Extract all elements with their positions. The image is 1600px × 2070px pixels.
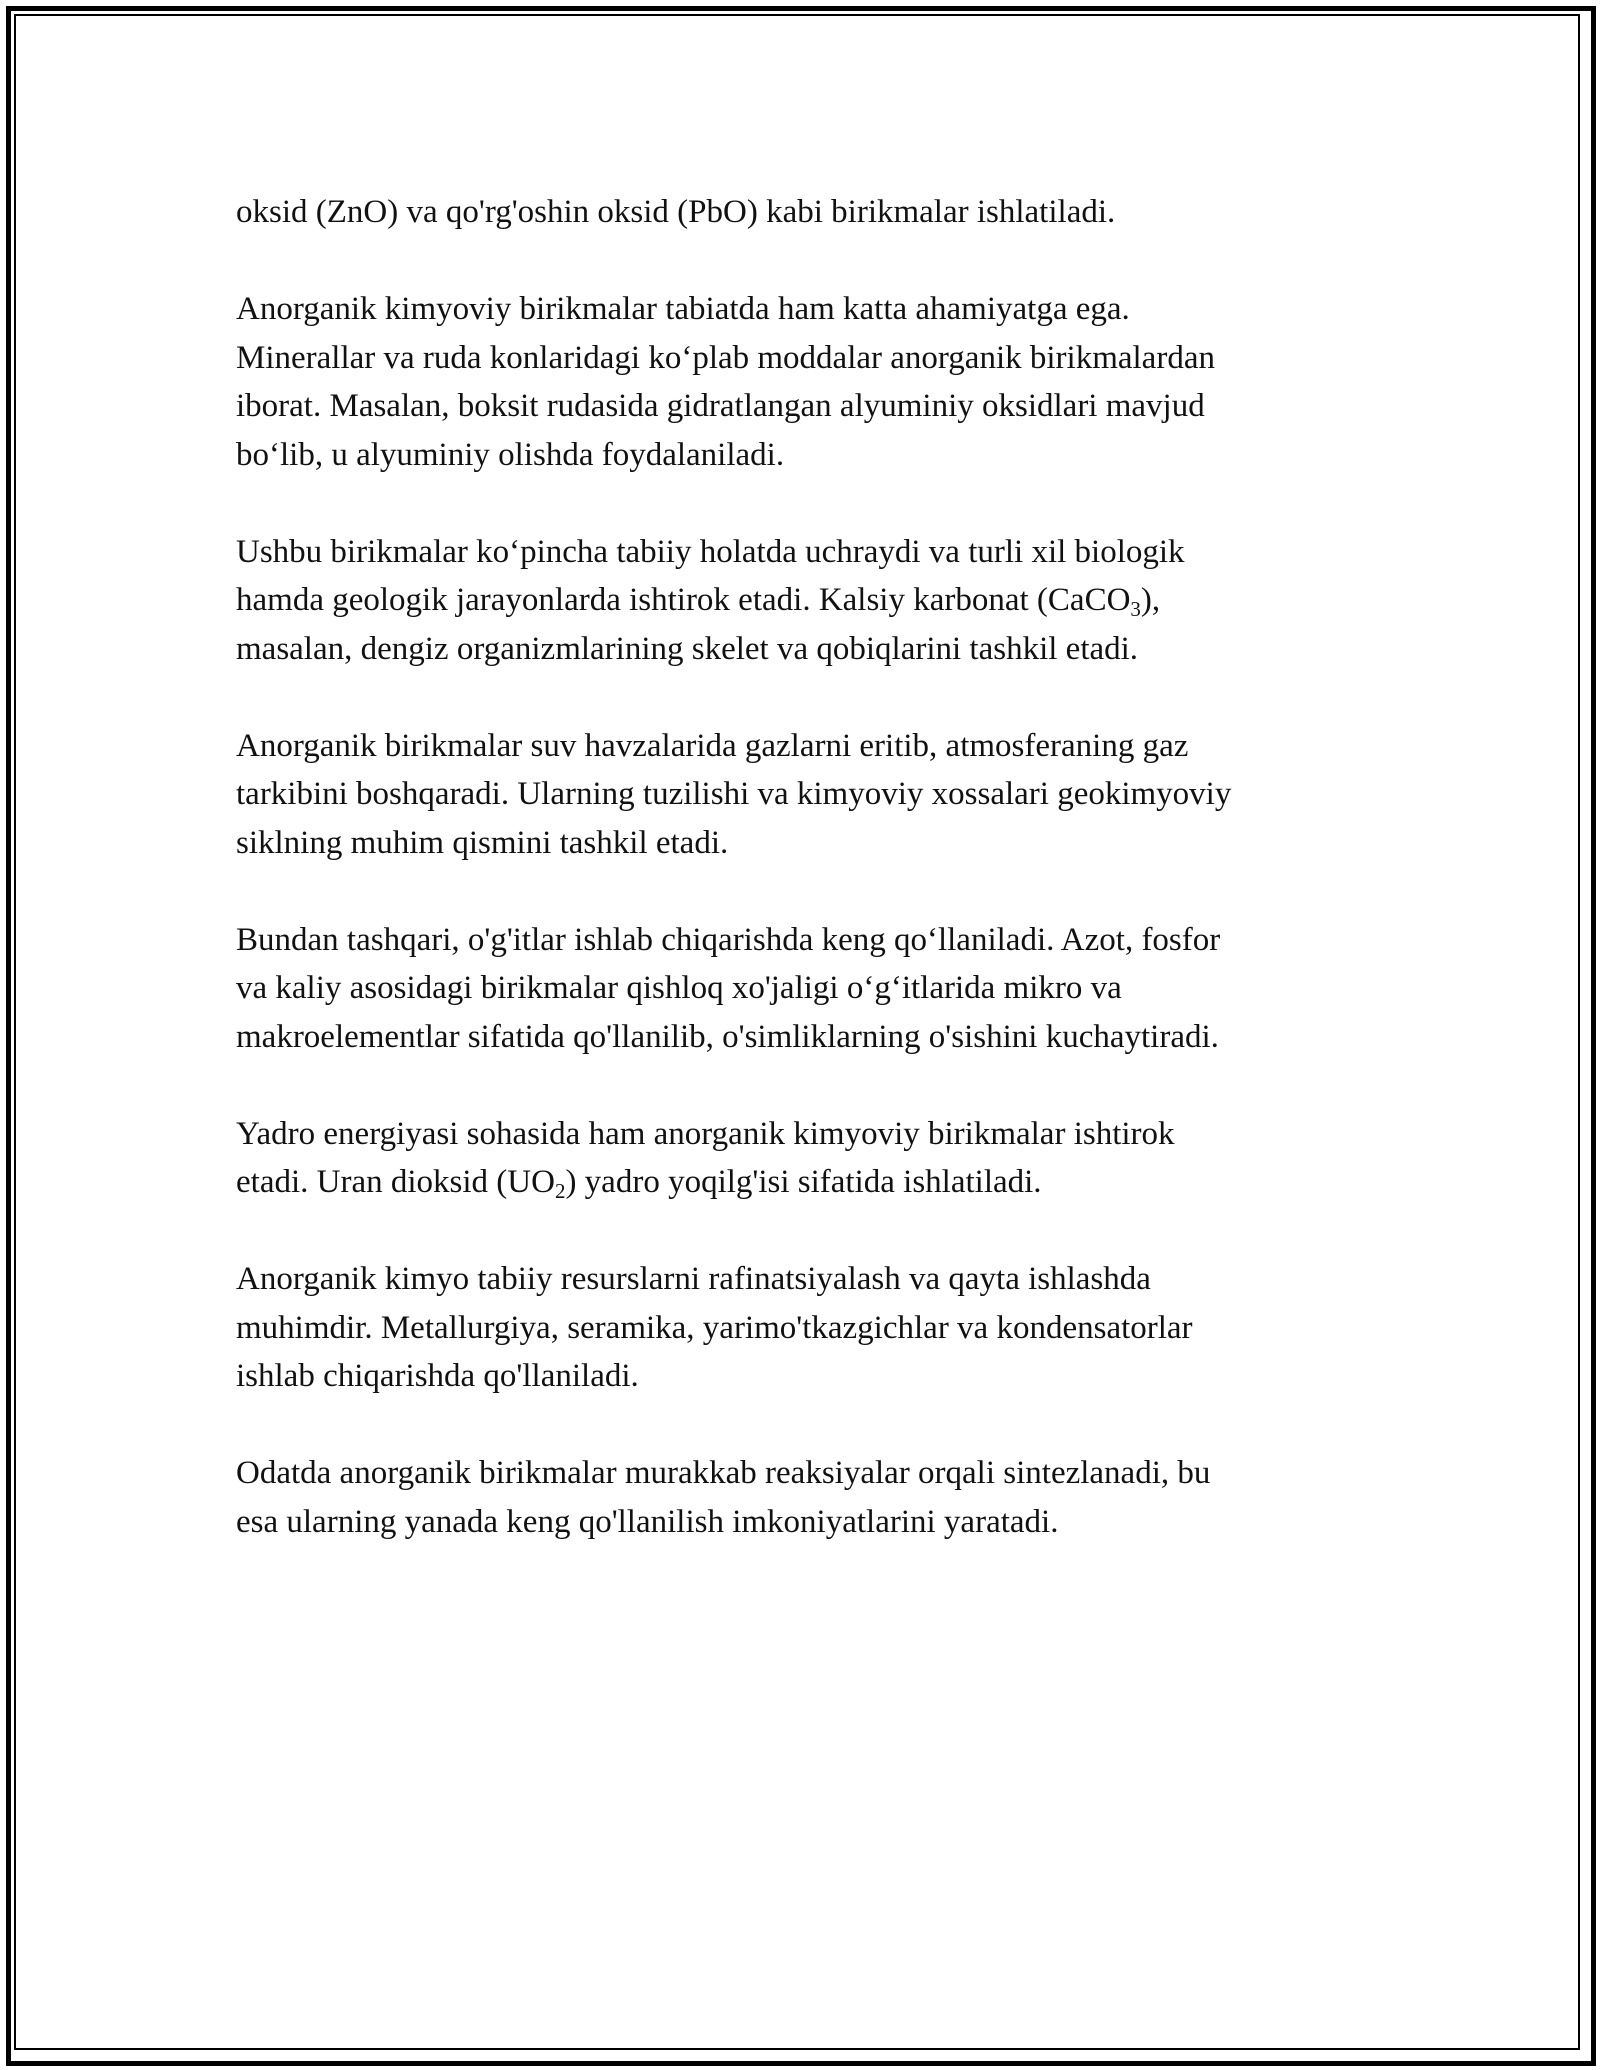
text-line: Anorganik kimyo tabiiy resurslarni rafinatsiyalash va qayta ishlashda — [236, 1261, 1151, 1297]
text-line: siklning muhim qismini tashkil etadi. — [236, 824, 729, 861]
paragraph — [236, 528, 1366, 674]
text-segment: hamda geologik jarayonlarda ishtirok etadi. Kalsiy karbonat (CaCO — [236, 582, 1131, 618]
text-line: Anorganik birikmalar suv havzalarida gazlarni eritib, atmosferaning gaz — [236, 727, 1189, 764]
text-line — [236, 1158, 1366, 1207]
text-line: tarkibini boshqaradi. Ularning tuzilishi va kimyoviy xossalari geokimyoviy — [236, 776, 1232, 812]
text-line: Yadro energiyasi sohasida ham anorganik kimyoviy birikmalar ishtirok — [236, 1115, 1175, 1152]
text-line: Minerallar va ruda konlaridagi ko‘plab moddalar anorganik birikmalardan — [236, 339, 1215, 376]
paragraph — [236, 1255, 1366, 1401]
paragraph — [236, 1449, 1366, 1546]
text-line: va kaliy asosidagi birikmalar qishloq xo'jaligi o‘g‘itlarida mikro va — [236, 970, 1122, 1006]
text-line: oksid (ZnO) va qo'rg'oshin oksid (PbO) kabi birikmalar ishlatiladi. — [236, 194, 1116, 230]
text-line — [236, 576, 1366, 625]
paragraph — [236, 916, 1366, 1062]
text-segment: ), — [1140, 582, 1161, 618]
paragraph — [236, 285, 1366, 479]
text-line: Bundan tashqari, o'g'itlar ishlab chiqarishda keng qo‘llaniladi. Azot, fosfor — [236, 921, 1221, 958]
document-body — [236, 188, 1366, 1595]
text-line: Anorganik kimyoviy birikmalar tabiatda ham katta ahamiyatga ega. — [236, 291, 1130, 327]
text-line: makroelementlar sifatida qo'llanilib, o'simliklarning o'sishini kuchaytiradi. — [236, 1018, 1219, 1055]
text-segment: ) yadro yoqilg'isi sifatida ishlatiladi. — [565, 1164, 1042, 1200]
subscript: 2 — [554, 1179, 566, 1203]
text-line: esa ularning yanada keng qo'llanilish imkoniyatlarini yaratadi. — [236, 1503, 1059, 1540]
text-line: Ushbu birikmalar ko‘pincha tabiiy holatda uchraydi va turli xil biologik — [236, 533, 1185, 570]
text-line: bo‘lib, u alyuminiy olishda foydalaniladi. — [236, 436, 785, 473]
text-line: muhimdir. Metallurgiya, seramika, yarimo'tkazgichlar va kondensatorlar — [236, 1309, 1193, 1346]
text-segment: etadi. Uran dioksid (UO — [236, 1164, 555, 1200]
text-line: masalan, dengiz organizmlarining skelet va qobiqlarini tashkil etadi. — [236, 630, 1139, 667]
subscript: 3 — [1130, 597, 1141, 621]
paragraph — [236, 722, 1366, 868]
text-line: iborat. Masalan, boksit rudasida gidratlangan alyuminiy oksidlari mavjud — [236, 388, 1205, 424]
paragraph — [236, 1110, 1366, 1207]
paragraph — [236, 188, 1366, 237]
text-line: ishlab chiqarishda qo'llaniladi. — [236, 1358, 639, 1394]
text-line: Odatda anorganik birikmalar murakkab reaksiyalar orqali sintezlanadi, bu — [236, 1455, 1211, 1491]
